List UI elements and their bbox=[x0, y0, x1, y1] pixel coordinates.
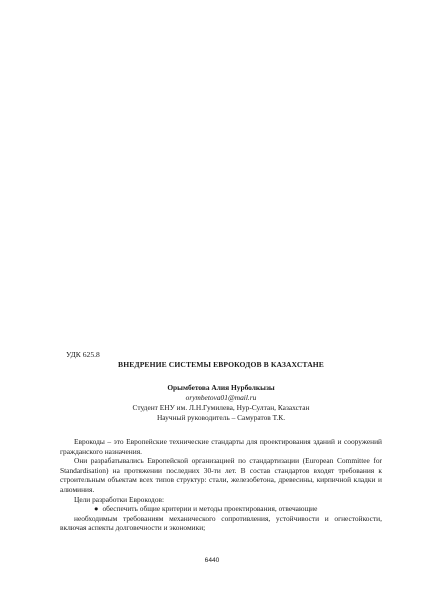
bullet-item bbox=[60, 504, 382, 514]
body-paragraph: Они разрабатывались Европейской организацией по стандартизации (European Committee for Standardisation) на протяжении последних 30-ти лет. В состав стандартов входят требования к строительным объектам всех типов структур: стали, железобетона, древесины, кирпичной кладки и алюминия. bbox=[60, 456, 382, 494]
scientific-advisor: Научный руководитель – Самуратов Т.К. bbox=[156, 413, 286, 422]
author-affiliation: Студент ЕНУ им. Л.Н.Гумилева, Нур-Султан, Казахстан bbox=[132, 403, 310, 412]
bullet-continuation: необходимым требованиям механического сопротивления, устойчивости и огнестойкости, включая аспекты долговечности и экономики; bbox=[60, 513, 382, 533]
udk-code: УДК 625.8 bbox=[66, 350, 100, 359]
page-number: 6440 bbox=[204, 557, 220, 564]
author-email: orymbetova01@mail.ru bbox=[185, 393, 257, 402]
article-body bbox=[60, 437, 382, 533]
author-name: Орымбетова Алия Нурболкызы bbox=[167, 383, 275, 392]
body-paragraph: Еврокоды – это Европейские технические стандарты для проектирования зданий и сооружений гражданского назначения. bbox=[60, 437, 382, 456]
article-title: ВНЕДРЕНИЕ СИСТЕМЫ ЕВРОКОДОВ В КАЗАХСТАНЕ bbox=[118, 360, 324, 369]
body-paragraph: Цели разработки Еврокодов: bbox=[74, 494, 165, 504]
bullet-icon: ● bbox=[94, 504, 99, 514]
bullet-text: обеспечить общие критерии и методы проектирования, отвечающие bbox=[102, 504, 318, 514]
